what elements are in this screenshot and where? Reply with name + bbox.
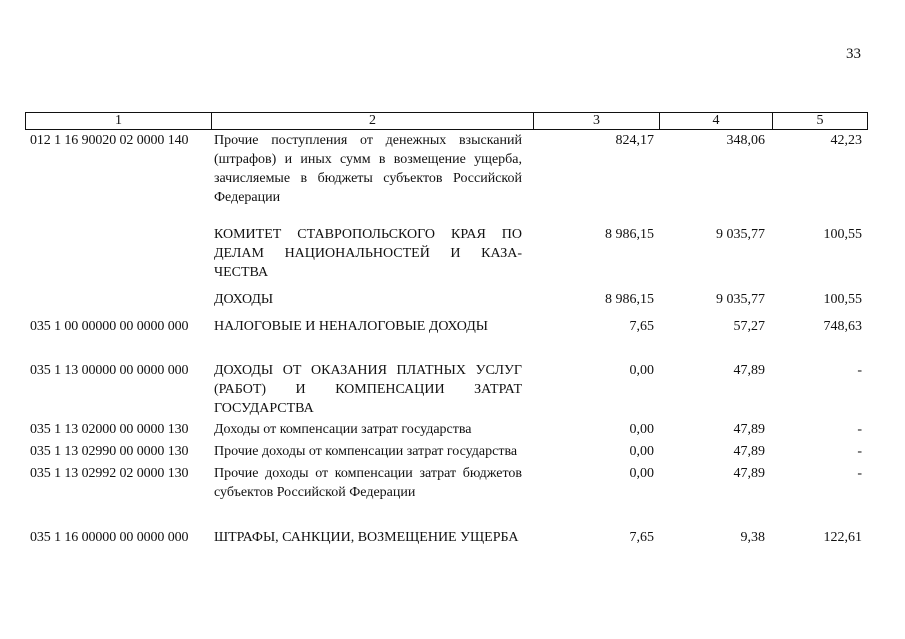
row-value-4: 47,89 — [733, 422, 765, 437]
row-value-4: 47,89 — [733, 466, 765, 481]
row-value-4: 9,38 — [740, 530, 765, 545]
row-code — [30, 290, 214, 309]
row-value-3: 7,65 — [629, 530, 654, 545]
row-value-5: - — [857, 363, 862, 378]
header-col-1: 1 — [26, 113, 212, 129]
header-col-3: 3 — [534, 113, 660, 129]
row-name: ДОХОДЫ ОТ ОКАЗАНИЯ ПЛАТНЫХ УСЛУГ (РАБОТ) И КОМПЕНСАЦИИ ЗАТРАТ ГОСУДАРСТВА — [214, 363, 522, 416]
row-value-3: 8 986,15 — [605, 227, 654, 242]
row-name: КОМИТЕТ СТАВРОПОЛЬСКОГО КРАЯ ПО ДЕЛАМ НАЦИОНАЛЬНОСТЕЙ И КАЗА-ЧЕСТВА — [214, 227, 522, 280]
header-col-4: 4 — [660, 113, 773, 129]
row-value-3: 8 986,15 — [605, 292, 654, 307]
row-code: 035 1 13 00000 00 0000 000 — [30, 363, 189, 378]
table-row — [30, 290, 870, 309]
page-number: 33 — [846, 46, 861, 62]
row-name: Прочие доходы от компенсации затрат государства — [214, 444, 518, 459]
table-row — [30, 225, 870, 282]
row-value-5: - — [857, 444, 862, 459]
row-value-4: 47,89 — [733, 363, 765, 378]
table-body — [30, 131, 870, 547]
row-value-4: 9 035,77 — [716, 227, 765, 242]
row-value-4: 47,89 — [733, 444, 765, 459]
row-value-3: 0,00 — [629, 444, 654, 459]
row-code: 012 1 16 90020 02 0000 140 — [30, 133, 189, 148]
row-value-4: 9 035,77 — [716, 292, 765, 307]
table-row — [30, 442, 870, 461]
table-row — [30, 464, 870, 502]
table-row — [30, 528, 870, 547]
row-value-5: - — [857, 422, 862, 437]
row-value-3: 824,17 — [615, 133, 654, 148]
row-name: ШТРАФЫ, САНКЦИИ, ВОЗМЕЩЕНИЕ УЩЕРБА — [214, 530, 519, 545]
row-name: НАЛОГОВЫЕ И НЕНАЛОГОВЫЕ ДОХОДЫ — [214, 319, 488, 334]
table-row — [30, 131, 870, 207]
table-row — [30, 317, 870, 336]
row-value-5: 100,55 — [823, 227, 862, 242]
header-col-5: 5 — [816, 113, 824, 128]
row-value-4: 57,27 — [733, 319, 765, 334]
row-code: 035 1 13 02992 02 0000 130 — [30, 466, 189, 481]
row-value-5: - — [857, 466, 862, 481]
row-value-5: 42,23 — [830, 133, 862, 148]
row-name: ДОХОДЫ — [214, 292, 274, 307]
row-name: Доходы от компенсации затрат государства — [214, 422, 472, 437]
row-value-5: 122,61 — [823, 530, 862, 545]
row-value-3: 0,00 — [629, 363, 654, 378]
row-value-3: 0,00 — [629, 466, 654, 481]
row-code: 035 1 00 00000 00 0000 000 — [30, 319, 189, 334]
table-row — [30, 420, 870, 439]
table-row — [30, 361, 870, 418]
row-code: 035 1 13 02990 00 0000 130 — [30, 444, 189, 459]
header-col-2: 2 — [212, 113, 534, 129]
row-value-5: 100,55 — [823, 292, 862, 307]
row-name: Прочие поступления от денежных взысканий (штрафов) и иных сумм в возмещение ущерба, зачисляемые в бюджеты субъектов Российской Федерации — [214, 133, 522, 205]
row-value-3: 7,65 — [629, 319, 654, 334]
row-value-4: 348,06 — [726, 133, 765, 148]
row-name: Прочие доходы от компенсации затрат бюджетов субъектов Российской Федерации — [214, 466, 522, 500]
row-code: 035 1 16 00000 00 0000 000 — [30, 530, 189, 545]
table-header — [25, 112, 868, 130]
row-value-5: 748,63 — [823, 319, 862, 334]
row-code: 035 1 13 02000 00 0000 130 — [30, 422, 189, 437]
row-value-3: 0,00 — [629, 422, 654, 437]
row-code — [30, 225, 214, 282]
